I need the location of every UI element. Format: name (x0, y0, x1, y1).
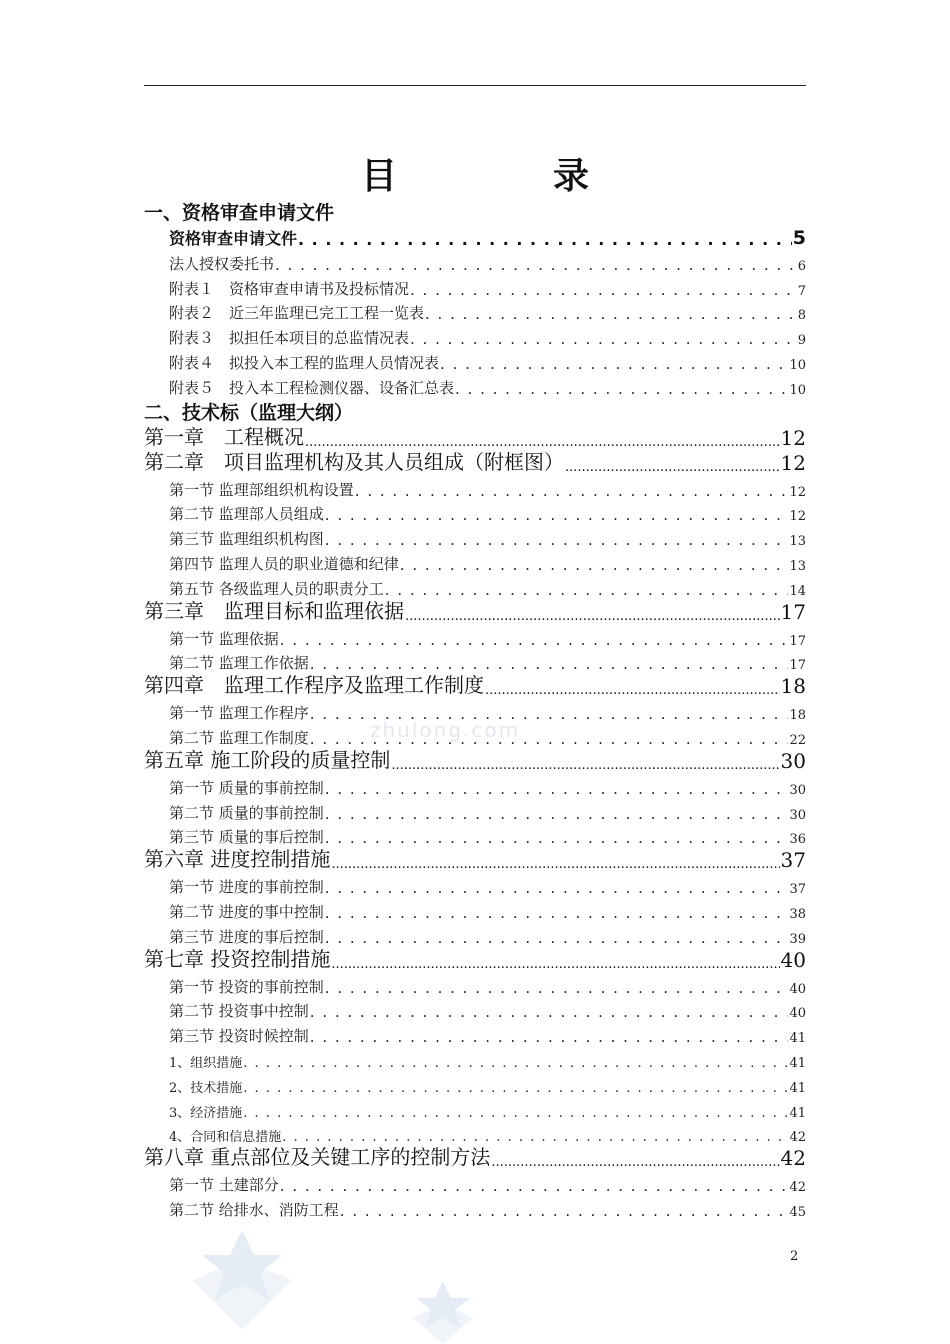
toc-page-number: 36 (789, 832, 806, 848)
toc-page-number: 41 (789, 1105, 806, 1121)
toc-chapter-entry[interactable] (144, 847, 806, 872)
header-rule (144, 85, 806, 86)
toc-leader-dots (485, 683, 780, 698)
toc-leader-dots (340, 1202, 789, 1220)
toc-leader-dots (405, 609, 780, 624)
toc-entry[interactable] (144, 475, 806, 500)
toc-entry-title: 第一节 监理依据 (169, 629, 279, 648)
toc-leader-dots (325, 829, 789, 847)
toc-chapter-entry[interactable] (144, 450, 806, 475)
toc-entry-title: 第一节 质量的事前控制 (169, 778, 324, 797)
toc-entry-title: 第二节 进度的事中控制 (169, 902, 324, 921)
toc-leader-dots (325, 531, 789, 549)
toc-leader-dots (331, 857, 779, 872)
toc-leader-dots (282, 1130, 788, 1145)
toc-entry[interactable] (144, 323, 806, 348)
toc-page-number: 12 (789, 509, 806, 525)
toc-page-number: 13 (789, 534, 806, 550)
toc-page-number: 22 (789, 732, 806, 748)
toc-page-number: 5 (792, 227, 806, 249)
toc-page-number: 13 (789, 558, 806, 574)
toc-entry-title: 1、组织措施 (169, 1055, 243, 1071)
toc-entry-title: 第八章 重点部位及关键工序的控制方法 (144, 1145, 491, 1170)
toc-page-number: 12 (780, 450, 806, 475)
toc-entry[interactable] (144, 798, 806, 823)
toc-entry-title: 第一节 土建部分 (169, 1176, 279, 1195)
toc-entry-title: 第三节 投资时候控制 (169, 1027, 309, 1046)
toc-entry-title: 附表２ 近三年监理已完工工程一览表 (169, 304, 425, 323)
toc-page-number: 10 (789, 357, 806, 373)
toc-chapter-entry[interactable] (144, 1145, 806, 1170)
toc-entry[interactable] (144, 997, 806, 1022)
toc-leader-dots (325, 929, 789, 947)
toc-page-number: 14 (789, 583, 806, 599)
toc-leader-dots (243, 1081, 788, 1096)
toc-entry[interactable] (144, 624, 806, 649)
toc-entry-title: 第四节 监理人员的职业道德和纪律 (169, 554, 399, 573)
toc-leader-dots (385, 581, 789, 599)
toc-entry[interactable] (144, 1096, 806, 1121)
toc-page-number: 17 (780, 599, 806, 624)
toc-part-heading[interactable] (144, 198, 806, 225)
watermark-snowflake-icon (182, 1225, 302, 1335)
toc-entry-title: 2、技术措施 (169, 1080, 243, 1096)
toc-entry[interactable] (144, 649, 806, 674)
toc-entry[interactable] (144, 1071, 806, 1096)
toc-chapter-entry[interactable] (144, 748, 806, 773)
toc-leader-dots (310, 655, 789, 673)
toc-entry-title: 一、资格审查申请文件 (144, 202, 335, 224)
toc-entry-title: 第四章 监理工作程序及监理工作制度 (144, 673, 484, 698)
toc-entry-title: 第三节 进度的事后控制 (169, 927, 324, 946)
toc-page-number: 30 (780, 748, 806, 773)
page-title: 目 录 (360, 156, 649, 197)
toc-entry-title: 附表３ 拟担任本项目的总监情况表 (169, 329, 410, 348)
toc-page-number: 30 (789, 807, 806, 823)
toc-entry-title: 第一节 监理部组织机构设置 (169, 480, 354, 499)
toc-entry[interactable] (144, 773, 806, 798)
toc-entry[interactable] (144, 373, 806, 398)
toc-entry-title: 二、技术标（监理大纲） (144, 401, 354, 424)
toc-entry[interactable] (144, 972, 806, 997)
toc-page-number: 37 (789, 882, 806, 898)
toc-entry[interactable] (144, 897, 806, 922)
toc-entry[interactable] (144, 524, 806, 549)
toc-page-number: 40 (789, 1006, 806, 1022)
toc-page-number: 7 (797, 283, 806, 299)
toc-page-number: 45 (789, 1204, 806, 1220)
toc-entry[interactable] (144, 574, 806, 599)
toc-leader-dots (325, 805, 789, 823)
toc-page-number: 40 (789, 981, 806, 997)
toc-entry[interactable] (144, 872, 806, 897)
toc-leader-dots (391, 758, 779, 773)
toc-entry-title: 第三节 质量的事后控制 (169, 828, 324, 847)
toc-page-number: 38 (789, 906, 806, 922)
toc-entry[interactable] (144, 549, 806, 574)
toc-leader-dots (280, 631, 789, 649)
toc-leader-dots (310, 1003, 789, 1021)
toc-entry-title: 资格审查申请文件 (169, 229, 298, 248)
toc-entry[interactable] (144, 1021, 806, 1046)
toc-entry-title: 第二节 监理部人员组成 (169, 505, 324, 524)
toc-entry-title: 第七章 投资控制措施 (144, 946, 331, 971)
toc-part-heading[interactable] (144, 398, 806, 425)
toc-leader-dots (275, 256, 797, 274)
toc-entry[interactable] (144, 348, 806, 373)
toc-entry-title: 附表１ 资格审查申请书及投标情况 (169, 279, 410, 298)
toc-entry[interactable] (144, 299, 806, 324)
toc-leader-dots (305, 435, 780, 450)
toc-leader-dots (565, 460, 780, 475)
toc-page-number: 30 (789, 782, 806, 798)
toc-chapter-entry[interactable] (144, 599, 806, 624)
toc-leader-dots (325, 780, 789, 798)
toc-entry[interactable] (144, 823, 806, 848)
toc-entry-title: 附表５ 投入本工程检测仪器、设备汇总表 (169, 378, 455, 397)
toc-page-number: 41 (789, 1080, 806, 1096)
toc-page-number: 18 (780, 674, 806, 699)
watermark-snowflake-icon (408, 1278, 478, 1344)
toc-leader-dots (400, 556, 789, 574)
toc-leader-dots (455, 380, 788, 398)
toc-leader-dots (325, 904, 789, 922)
toc-leader-dots (355, 482, 789, 500)
toc-entry[interactable] (144, 922, 806, 947)
toc-leader-dots (410, 330, 797, 348)
toc-leader-dots (331, 957, 779, 972)
toc-entry[interactable] (144, 1046, 806, 1071)
toc-leader-dots (410, 281, 797, 299)
toc-entry-title: 3、经济措施 (169, 1105, 243, 1121)
toc-page-number: 8 (797, 308, 806, 324)
toc-entry[interactable] (144, 1195, 806, 1220)
toc-entry-title: 第二节 监理工作依据 (169, 654, 309, 673)
toc-entry[interactable] (144, 500, 806, 525)
page-number: 2 (790, 1249, 799, 1264)
toc-entry[interactable] (144, 225, 806, 249)
toc-entry[interactable] (144, 274, 806, 299)
toc-leader-dots (491, 1155, 779, 1170)
toc-entry[interactable] (144, 1170, 806, 1195)
toc-entry[interactable] (144, 1121, 806, 1146)
toc-page-number: 18 (789, 708, 806, 724)
toc-leader-dots (440, 355, 788, 373)
toc-entry-title: 第二节 质量的事前控制 (169, 803, 324, 822)
toc-page-number: 40 (780, 947, 806, 972)
toc-page-number: 42 (789, 1130, 806, 1146)
toc-page-number: 12 (789, 484, 806, 500)
toc-entry-title: 法人授权委托书 (169, 254, 275, 273)
toc-leader-dots (325, 506, 789, 524)
toc-entry-title: 4、合同和信息措施 (169, 1130, 282, 1146)
toc-entry-title: 第一节 进度的事前控制 (169, 878, 324, 897)
toc-entry-title: 第一节 投资的事前控制 (169, 977, 324, 996)
toc-page-number: 39 (789, 931, 806, 947)
toc-entry-title: 第三章 监理目标和监理依据 (144, 598, 404, 623)
toc-chapter-entry[interactable] (144, 425, 806, 450)
toc-page-number: 12 (780, 425, 806, 450)
toc-leader-dots (325, 979, 789, 997)
toc-page-number: 17 (789, 633, 806, 649)
toc-page-number: 6 (797, 258, 806, 274)
toc-entry-title: 第二节 给排水、消防工程 (169, 1200, 339, 1219)
toc-page-number: 10 (789, 382, 806, 398)
toc-entry-title: 第二节 投资事中控制 (169, 1002, 309, 1021)
table-of-contents (144, 198, 806, 1220)
toc-entry-title: 第五章 施工阶段的质量控制 (144, 747, 391, 772)
toc-entry-title: 第二节 监理工作制度 (169, 728, 309, 747)
toc-leader-dots (243, 1106, 788, 1121)
toc-leader-dots (280, 1177, 789, 1195)
toc-leader-dots (325, 879, 789, 897)
toc-entry-title: 附表４ 拟投入本工程的监理人员情况表 (169, 353, 440, 372)
toc-leader-dots (298, 230, 792, 249)
toc-leader-dots (243, 1056, 788, 1071)
toc-leader-dots (425, 305, 797, 323)
toc-leader-dots (310, 1028, 789, 1046)
toc-page-number: 41 (789, 1055, 806, 1071)
toc-entry-title: 第一节 监理工作程序 (169, 704, 309, 723)
toc-page-number: 42 (789, 1180, 806, 1196)
toc-entry-title: 第六章 进度控制措施 (144, 847, 331, 872)
toc-page-number: 41 (789, 1031, 806, 1047)
toc-entry-title: 第三节 监理组织机构图 (169, 530, 324, 549)
toc-page-number: 9 (797, 333, 806, 349)
toc-page-number: 17 (789, 658, 806, 674)
watermark-text: zhulong.com (370, 718, 521, 742)
toc-page-number: 37 (780, 848, 806, 873)
toc-entry-title: 第一章 工程概况 (144, 424, 304, 449)
toc-entry[interactable] (144, 249, 806, 274)
toc-page-number: 42 (780, 1146, 806, 1171)
toc-chapter-entry[interactable] (144, 673, 806, 698)
toc-entry-title: 第五节 各级监理人员的职责分工 (169, 579, 384, 598)
toc-chapter-entry[interactable] (144, 947, 806, 972)
toc-entry-title: 第二章 项目监理机构及其人员组成（附框图） (144, 449, 564, 474)
